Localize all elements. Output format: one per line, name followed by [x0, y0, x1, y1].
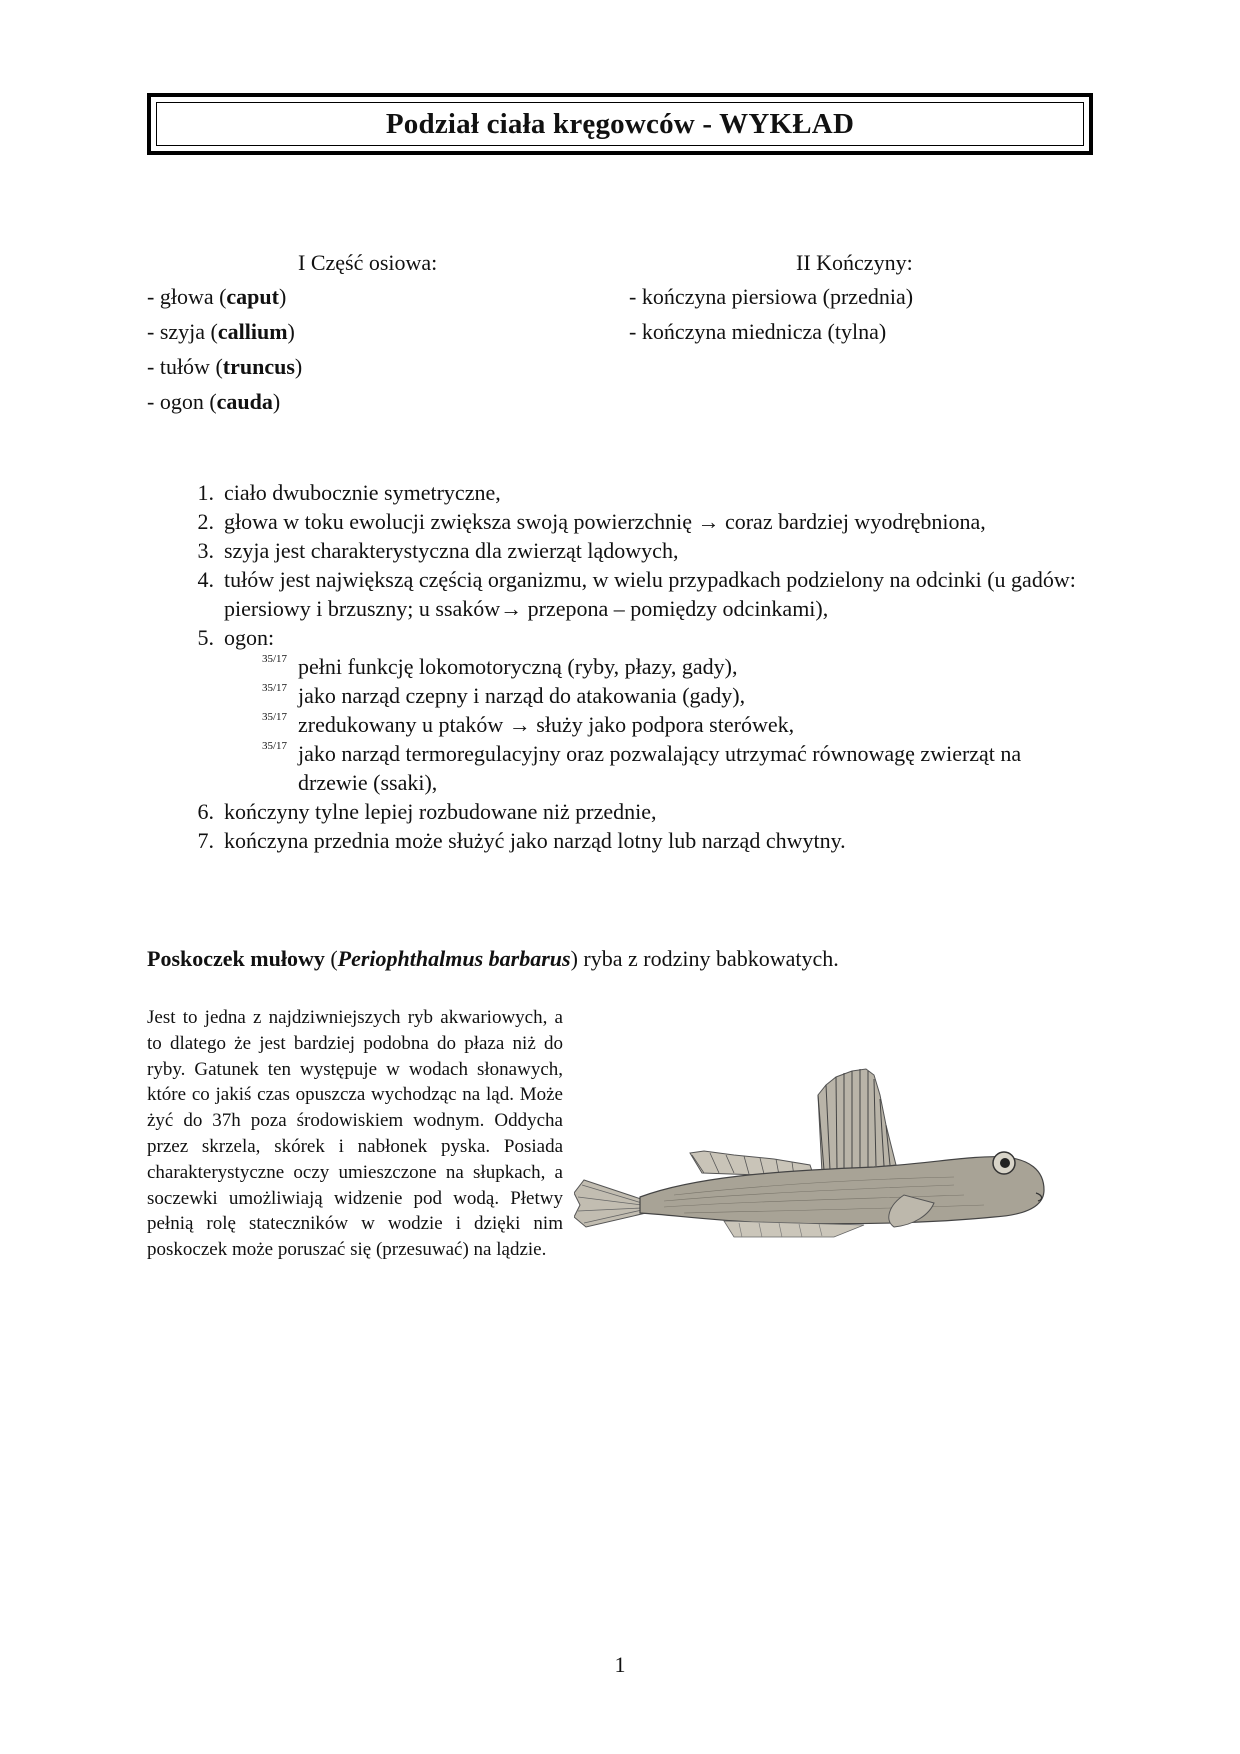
fish-heading: Poskoczek mułowy (Periophthalmus barbarus) ryba z rodziny babkowatych.: [147, 946, 839, 971]
axial-item: - ogon (cauda): [147, 389, 281, 414]
bullet-glyph-icon: 35/17: [262, 653, 288, 665]
list-item: 4. tułów jest największą częścią organizmu, w wielu przypadkach podzielony na odcinki (u gadów: piersiowy i brzuszny; u ssaków→ przepona – pomiędzy odcinkami),: [197, 567, 1076, 621]
characteristics-list: [186, 478, 1096, 855]
tail-fin: [574, 1180, 646, 1227]
list-item: 2. głowa w toku ewolucji zwiększa swoją powierzchnię → coraz bardziej wyodrębniona,: [197, 509, 986, 534]
axial-heading: I Część osiowa:: [298, 250, 438, 275]
bullet-glyph-icon: 35/17: [262, 711, 288, 723]
page-number: 1: [614, 1652, 626, 1677]
limbs-heading: II Kończyny:: [796, 250, 913, 275]
sub-list-item: 35/17 jako narząd termoregulacyjny oraz pozwalający utrzymać równowagę zwierząt na drzewie (ssaki),: [262, 740, 1022, 795]
list-item: 3. szyja jest charakterystyczna dla zwierząt lądowych,: [197, 538, 679, 563]
axial-item: - głowa (caput): [147, 284, 287, 309]
bullet-glyph-icon: 35/17: [262, 740, 288, 752]
axial-item: - tułów (truncus): [147, 354, 303, 379]
sub-list-item: 35/17 pełni funkcję lokomotoryczną (ryby, płazy, gady),: [262, 653, 738, 679]
axial-item: - szyja (callium): [147, 319, 295, 344]
list-item: 6. kończyny tylne lepiej rozbudowane niż przednie,: [197, 799, 657, 824]
limbs-item: - kończyna miednicza (tylna): [629, 319, 887, 344]
list-item: 5. ogon: 35/17 pełni funkcję lokomotoryczną (ryby, płazy, gady), 35/17 jako narząd czepny i narząd do atakowania (gady), 35/17 zredukowany u ptaków → służy jako podpora sterówek, 35/17 jako narząd termoregulacyjny oraz pozwalający utrzymać równowagę zwierząt na drzewie (ssaki),: [186, 623, 1096, 797]
limbs-item: - kończyna piersiowa (przednia): [629, 284, 914, 309]
page-title: Podział ciała kręgowców - WYKŁAD: [385, 107, 855, 140]
title-inner-frame: [156, 102, 1084, 146]
tail-sublist: [224, 652, 1096, 797]
limbs-list: [629, 279, 913, 349]
fish-description: Jest to jedna z najdziwniejszych ryb akwariowych, a to dlatego że jest bardziej podobna do płaza niż do ryby. Gatunek ten występuje w wodach słonawych, które co jakiś czas opuszcza wychodząc na ląd. Może żyć do 37h poza środowiskiem wodnym. Oddycha przez skrzela, skórek i nabłonek pyska. Posiada charakterystyczne oczy umieszczone na słupkach, a soczewki umożliwiają widzenie pod wodą. Płetwy pełnią rolę stateczników w wodzie i dzięki nim poskoczek może poruszać się (przesuwać) na lądzie.: [147, 1007, 563, 1261]
sub-list-item: 35/17 jako narząd czepny i narząd do atakowania (gady),: [262, 682, 746, 708]
axial-list: [147, 279, 302, 419]
mudskipper-illustration: [574, 1055, 1094, 1280]
bullet-glyph-icon: 35/17: [262, 682, 288, 694]
title-box: [147, 93, 1093, 155]
list-item: 7. kończyna przednia może służyć jako narząd lotny lub narząd chwytny.: [197, 828, 846, 853]
sub-list-item: 35/17 zredukowany u ptaków → służy jako podpora sterówek,: [262, 711, 795, 737]
list-item: 1. ciało dwubocznie symetryczne,: [197, 480, 501, 505]
